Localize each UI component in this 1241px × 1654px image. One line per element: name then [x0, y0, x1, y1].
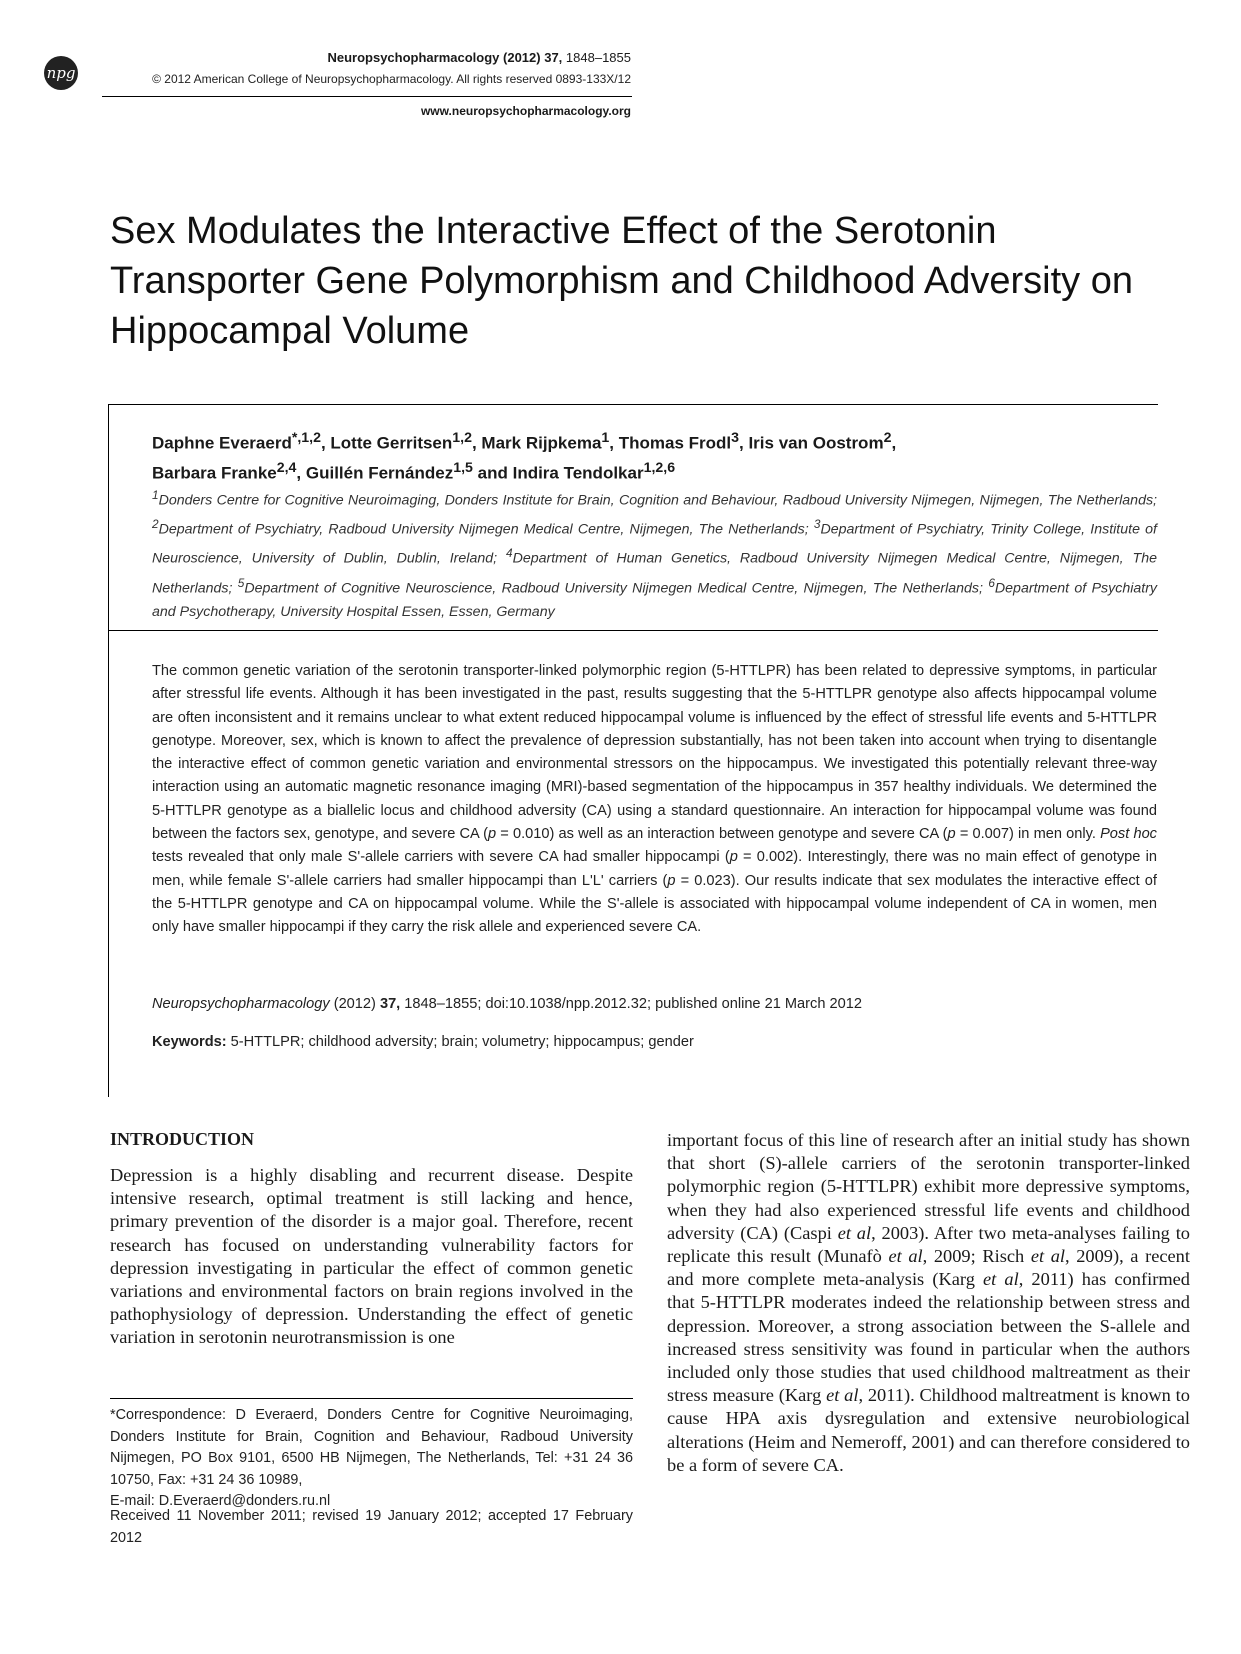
header-divider — [102, 96, 632, 97]
author-list — [152, 426, 1162, 485]
correspondence-text: *Correspondence: D Everaerd, Donders Centre for Cognitive Neuroimaging, Donders Institute for Brain, Cognition and Behaviour, Radboud University Nijmegen, PO Box 9101, 6500 HB Nijmegen, The Netherlands, Tel: +31 24 36 10750, Fax: +31 24 36 10989, — [110, 1407, 633, 1488]
keywords-list: 5-HTTLPR; childhood adversity; brain; volumetry; hippocampus; gender — [226, 1034, 694, 1050]
affiliation-number: 6 — [988, 575, 995, 590]
body-text: , 2003). After two meta-analyses failing to replicate this result (Munafò — [667, 1222, 1190, 1267]
author-affiliation-marker: 1 — [601, 430, 610, 446]
body-text: , 2011) has confirmed that 5-HTTLPR moderates indeed the relationship between stress and depression. Moreover, a strong association between the S-allele and increased stress sensitivity was found in particular when the authors included only those studies that used childhood maltreatment as their stress measure (Karg — [667, 1269, 1190, 1406]
affiliation-number: 4 — [506, 546, 513, 561]
copyright-notice: © 2012 American College of Neuropsychopharmacology. All rights reserved 0893-133X/12 — [152, 72, 631, 86]
author-name: , Guillén Fernández — [296, 463, 454, 483]
author-affiliation-marker: *,1,2 — [291, 430, 321, 446]
author-name: , Iris van Oostrom — [739, 433, 884, 453]
journal-name: Neuropsychopharmacology (2012) — [327, 50, 541, 65]
abstract-text: = 0.010) as well as an interaction between genotype and severe CA ( — [496, 826, 948, 843]
citation-volume: 37, — [379, 996, 401, 1012]
et-al: et al — [1030, 1246, 1066, 1267]
author-affiliation-marker: 1,5 — [453, 459, 473, 476]
body-text: , 2009), a recent and more complete meta-analysis (Karg — [667, 1246, 1190, 1290]
article-title: Sex Modulates the Interactive Effect of the Serotonin Transporter Gene Polymorphism and Childhood Adversity on Hippocampal Volume — [110, 210, 1133, 352]
abstract-text: = 0.007) in men only. — [955, 826, 1101, 843]
affiliations — [152, 484, 1157, 624]
affiliation-number: 1 — [152, 488, 159, 502]
p-value-symbol: p — [488, 826, 497, 843]
author-name: Daphne Everaerd — [152, 433, 292, 453]
abstract — [152, 660, 1157, 940]
abstract-text: = 0.023). Our results indicate that sex modulates the interactive effect of the 5-HTTLPR genotype and CA on hippocampal volume. While the S'-allele is associated with hippocampal volume independent of CA in women, men only have smaller hippocampi if they carry the risk allele and experienced severe CA. — [152, 872, 1157, 936]
journal-website-link[interactable]: www.neuropsychopharmacology.org — [420, 104, 631, 118]
affiliation-text: Department of Psychiatry, Trinity College, Institute of Neuroscience, University of Dublin, Dublin, Ireland; — [152, 521, 1157, 568]
author-name: , Mark Rijpkema — [471, 433, 602, 453]
affiliation-text: Department of Human Genetics, Radboud University Nijmegen Medical Centre, Nijmegen, The Netherlands; — [152, 551, 1157, 597]
author-box-left-rule — [108, 404, 109, 1097]
journal-volume: 37, — [544, 50, 563, 65]
author-box-middle-rule — [108, 630, 1158, 631]
author-affiliation-marker: 2,4 — [276, 459, 297, 476]
post-hoc-term: Post hoc — [1100, 826, 1157, 843]
author-separator: , — [891, 433, 897, 453]
correspondence-footnote — [110, 1405, 633, 1513]
author-name: , Lotte Gerritsen — [320, 433, 453, 453]
body-text: , 2009; Risch — [922, 1246, 1031, 1267]
correspondence-email[interactable]: E-mail: D.Everaerd@donders.ru.nl — [110, 1493, 331, 1509]
author-affiliation-marker: 2 — [883, 430, 892, 446]
received-dates: Received 11 November 2011; revised 19 January 2012; accepted 17 February 2012 — [110, 1508, 633, 1546]
abstract-text: = 0.002). Interestingly, there was no main effect of genotype in men, while female S'-allele carriers had smaller hippocampi than L'L' carriers ( — [152, 849, 1157, 889]
author-affiliation-marker: 3 — [731, 430, 740, 446]
affiliation-text: Department of Psychiatry, Radboud University Nijmegen Medical Centre, Nijmegen, The Netherlands; — [158, 521, 814, 538]
body-text: important focus of this line of research after an initial study has shown that short (S)-allele carriers of the serotonin transporter-linked polymorphic region (5-HTTLPR) exhibit more depressive symptoms, when they had also experienced stressful life events and childhood adversity (CA) (Caspi — [667, 1130, 1190, 1243]
affiliation-text: Donders Centre for Cognitive Neuroimaging, Donders Institute for Brain, Cognition and Behaviour, Radboud University Nijmegen, Nijmegen, The Netherlands; — [158, 492, 1157, 509]
author-affiliation-marker: 1,2,6 — [643, 459, 676, 476]
footnote-divider — [110, 1398, 633, 1399]
abstract-text: The common genetic variation of the serotonin transporter-linked polymorphic region (5-HTTLPR) has been related to depressive symptoms, in particular after stressful life events. Although it has been investigated in the past, results suggesting that the 5-HTTLPR genotype also affects hippocampal volume are often inconsistent and it remains unclear to what extent reduced hippocampal volume is influenced by the effect of stressful life events and 5-HTTLPR genotype. Moreover, sex, which is known to affect the prevalence of depression substantially, has not been taken into account when trying to disentangle the interactive effect of common genetic variation and environmental stressors on the hippocampus. We investigated this potentially relevant three-way interaction using an automatic magnetic resonance imaging (MRI)-based segmentation of the hippocampus in 357 healthy individuals. We determined the 5-HTTLPR genotype as a biallelic locus and childhood adversity (CA) using a standard questionnaire. An interaction for hippocampal volume was found between the factors sex, genotype, and severe CA ( — [152, 663, 1157, 843]
introduction-left-column: Depression is a highly disabling and recurrent disease. Despite intensive research, optimal treatment is still lacking and hence, primary prevention of the disorder is a major goal. Therefore, recent research has focused on understanding vulnerability factors for depression investigating in particular the effect of common genetic variations and environmental factors on brain regions involved in the pathophysiology of depression. Understanding the effect of genetic variation in serotonin neurotransmission is one — [110, 1165, 633, 1348]
section-heading-introduction: INTRODUCTION — [110, 1129, 255, 1149]
p-value-symbol: p — [667, 872, 676, 889]
citation-year: (2012) — [329, 996, 380, 1012]
npg-logo: npg — [44, 56, 78, 90]
author-box-top-rule — [108, 404, 1158, 405]
et-al: et al — [826, 1385, 859, 1406]
p-value-symbol: p — [729, 849, 738, 866]
body-text: , 2011). Childhood maltreatment is known to cause HPA axis dysregulation and extensive neurobiological alterations (Heim and Nemeroff, 2001) and can therefore considered to be a form of severe CA. — [667, 1385, 1190, 1475]
keywords-label: Keywords: — [152, 1034, 227, 1050]
citation-journal: Neuropsychopharmacology — [152, 996, 330, 1012]
author-name: , Thomas Frodl — [609, 433, 732, 453]
author-name: Barbara Franke — [152, 463, 277, 483]
et-al: et al — [983, 1269, 1019, 1290]
et-al: et al — [888, 1246, 923, 1267]
keywords — [152, 1034, 1162, 1050]
journal-citation-line — [327, 50, 631, 65]
affiliation-number: 2 — [152, 517, 159, 532]
author-name: and Indira Tendolkar — [472, 463, 644, 483]
author-affiliation-marker: 1,2 — [452, 430, 472, 446]
et-al: et al — [837, 1222, 872, 1243]
abstract-text: tests revealed that only male S'-allele carriers with severe CA had smaller hippocampi ( — [152, 849, 730, 866]
affiliation-text: Department of Psychiatry and Psychotherapy, University Hospital Essen, Essen, Germany — [152, 580, 1158, 620]
article-citation — [152, 996, 1162, 1012]
affiliation-number: 5 — [237, 575, 245, 590]
citation-details: 1848–1855; doi:10.1038/npp.2012.32; published online 21 March 2012 — [400, 996, 862, 1012]
affiliation-number: 3 — [813, 517, 821, 532]
journal-pages: 1848–1855 — [565, 50, 631, 65]
introduction-right-column — [667, 1129, 1190, 1477]
affiliation-text: Department of Cognitive Neuroscience, Radboud University Nijmegen Medical Centre, Nijmegen, The Netherlands; — [244, 580, 989, 597]
p-value-symbol: p — [947, 826, 956, 843]
